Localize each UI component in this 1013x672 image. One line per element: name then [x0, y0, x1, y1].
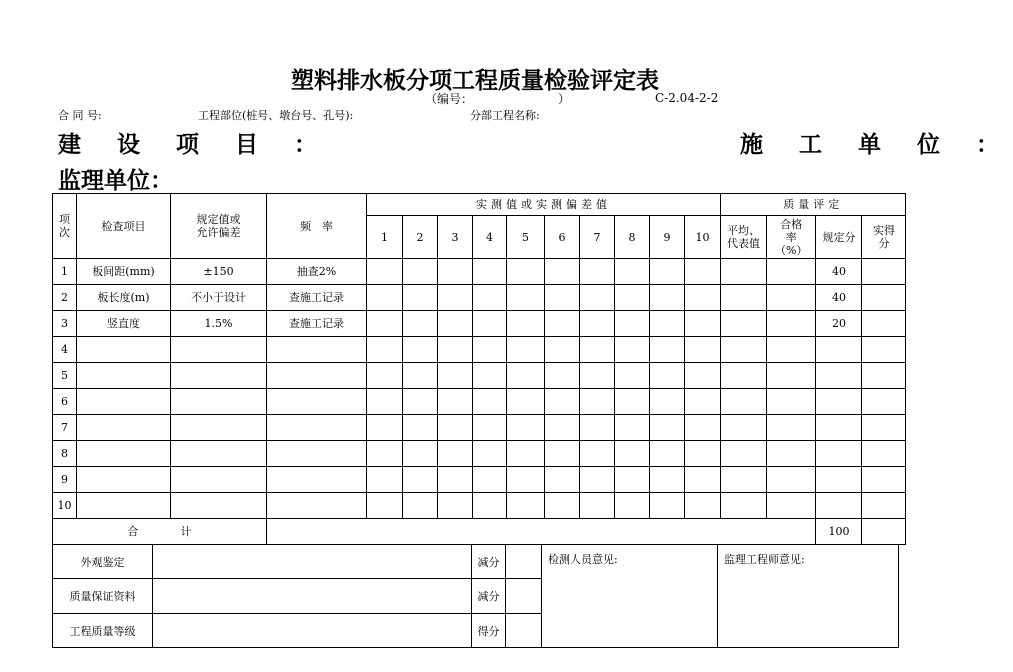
measure-cell — [403, 493, 438, 519]
row-item — [77, 467, 171, 493]
row-frequency — [267, 493, 367, 519]
measure-cell — [367, 337, 403, 363]
measure-cell — [650, 259, 685, 285]
measure-cell — [545, 493, 580, 519]
header-standard-score: 规定分 — [816, 216, 862, 259]
appearance-deduct-value — [506, 545, 542, 579]
measure-cell — [650, 493, 685, 519]
measure-cell — [615, 415, 650, 441]
measure-cell — [473, 467, 507, 493]
assurance-deduct-label: 减分 — [472, 579, 506, 614]
measure-cell — [545, 441, 580, 467]
measure-cell — [507, 493, 545, 519]
measure-cell — [473, 285, 507, 311]
inspection-table — [52, 193, 906, 545]
measure-cell — [507, 285, 545, 311]
measure-cell — [367, 467, 403, 493]
row-frequency: 查施工记录 — [267, 285, 367, 311]
measure-cell — [438, 337, 473, 363]
measure-cell — [403, 441, 438, 467]
measure-col-2: 2 — [403, 216, 438, 259]
row-no: 1 — [53, 259, 77, 285]
subproject-label: 分部工程名称: — [470, 109, 540, 122]
measure-cell — [473, 337, 507, 363]
measure-cell — [473, 441, 507, 467]
measure-cell — [685, 415, 721, 441]
pass-rate-cell — [767, 389, 816, 415]
measure-cell — [650, 363, 685, 389]
form-number: C-2.04-2-2 — [655, 91, 719, 105]
measure-cell — [367, 285, 403, 311]
measure-cell — [473, 311, 507, 337]
row-actual-score — [862, 415, 906, 441]
row-item — [77, 493, 171, 519]
measure-cell — [615, 467, 650, 493]
table-row — [53, 285, 906, 311]
measure-cell — [580, 415, 615, 441]
total-row — [53, 519, 906, 545]
pass-rate-cell — [767, 259, 816, 285]
row-standard-score — [816, 415, 862, 441]
measure-cell — [403, 389, 438, 415]
pass-rate-cell — [767, 311, 816, 337]
row-standard-score — [816, 441, 862, 467]
row-actual-score — [862, 493, 906, 519]
measure-cell — [685, 337, 721, 363]
measure-col-7: 7 — [580, 216, 615, 259]
row-item — [77, 363, 171, 389]
table-row — [53, 415, 906, 441]
row-standard-score: 20 — [816, 311, 862, 337]
total-blank — [267, 519, 816, 545]
measure-col-5: 5 — [507, 216, 545, 259]
table-row — [53, 311, 906, 337]
table-row — [53, 493, 906, 519]
row-frequency — [267, 337, 367, 363]
engineer-opinion: 监理工程师意见: — [718, 545, 899, 648]
measure-cell — [403, 337, 438, 363]
row-actual-score — [862, 363, 906, 389]
row-frequency — [267, 441, 367, 467]
measure-cell — [367, 311, 403, 337]
row-item — [77, 441, 171, 467]
measure-cell — [367, 259, 403, 285]
measure-cell — [438, 493, 473, 519]
measure-cell — [580, 467, 615, 493]
grade-label: 工程质量等级 — [53, 614, 153, 648]
total-label — [53, 519, 267, 545]
header-actual-score: 实得分 — [862, 216, 906, 259]
grade-score-label: 得分 — [472, 614, 506, 648]
measure-cell — [615, 311, 650, 337]
measure-cell — [507, 467, 545, 493]
measure-cell — [685, 441, 721, 467]
measure-cell — [507, 389, 545, 415]
assurance-label: 质量保证资料 — [53, 579, 153, 614]
page-title: 塑料排水板分项工程质量检验评定表 — [291, 67, 659, 94]
measure-cell — [473, 415, 507, 441]
measure-cell — [473, 389, 507, 415]
row-spec — [171, 363, 267, 389]
appearance-deduct-label: 减分 — [472, 545, 506, 579]
measure-cell — [367, 441, 403, 467]
measure-cell — [580, 389, 615, 415]
avg-cell — [721, 363, 767, 389]
measure-cell — [650, 467, 685, 493]
measure-cell — [507, 337, 545, 363]
measure-cell — [367, 389, 403, 415]
measure-cell — [685, 311, 721, 337]
measure-cell — [650, 311, 685, 337]
row-item: 板长度(m) — [77, 285, 171, 311]
row-standard-score: 40 — [816, 259, 862, 285]
measure-cell — [685, 259, 721, 285]
measure-col-6: 6 — [545, 216, 580, 259]
pass-rate-cell — [767, 441, 816, 467]
form-code — [425, 90, 570, 107]
row-no: 4 — [53, 337, 77, 363]
row-actual-score — [862, 389, 906, 415]
measure-cell — [473, 259, 507, 285]
measure-cell — [685, 493, 721, 519]
pass-rate-cell — [767, 467, 816, 493]
avg-cell — [721, 259, 767, 285]
avg-cell — [721, 337, 767, 363]
code-label: （编号： — [425, 92, 474, 106]
row-standard-score: 40 — [816, 285, 862, 311]
row-item: 板间距(mm) — [77, 259, 171, 285]
measure-cell — [650, 441, 685, 467]
header-measured: 实测值或实测偏差值 — [367, 194, 721, 216]
measure-cell — [580, 441, 615, 467]
measure-cell — [367, 415, 403, 441]
measure-col-9: 9 — [650, 216, 685, 259]
avg-cell — [721, 467, 767, 493]
measure-cell — [615, 363, 650, 389]
header-average: 平均、代表值 — [721, 216, 767, 259]
measure-cell — [580, 311, 615, 337]
measure-cell — [507, 415, 545, 441]
measure-cell — [650, 337, 685, 363]
row-spec: 不小于设计 — [171, 285, 267, 311]
header-frequency: 频 率 — [267, 194, 367, 259]
measure-cell — [473, 493, 507, 519]
avg-cell — [721, 441, 767, 467]
measure-cell — [545, 415, 580, 441]
measure-cell — [403, 363, 438, 389]
pass-rate-cell — [767, 415, 816, 441]
avg-cell — [721, 493, 767, 519]
measure-cell — [438, 285, 473, 311]
row-standard-score — [816, 493, 862, 519]
measure-cell — [438, 259, 473, 285]
row-actual-score — [862, 285, 906, 311]
measure-cell — [545, 389, 580, 415]
row-actual-score — [862, 441, 906, 467]
row-standard-score — [816, 467, 862, 493]
header-item: 检查项目 — [77, 194, 171, 259]
row-frequency — [267, 363, 367, 389]
measure-cell — [650, 415, 685, 441]
row-actual-score — [862, 259, 906, 285]
row-frequency — [267, 415, 367, 441]
row-no: 3 — [53, 311, 77, 337]
row-spec — [171, 389, 267, 415]
measure-cell — [580, 363, 615, 389]
measure-cell — [507, 311, 545, 337]
table-row — [53, 389, 906, 415]
header-seq: 项次 — [53, 194, 77, 259]
measure-cell — [438, 389, 473, 415]
assessment-table — [52, 544, 899, 648]
row-spec: 1.5% — [171, 311, 267, 337]
assurance-deduct-value — [506, 579, 542, 614]
row-frequency — [267, 389, 367, 415]
row-standard-score — [816, 389, 862, 415]
row-frequency — [267, 467, 367, 493]
row-no: 8 — [53, 441, 77, 467]
row-spec — [171, 467, 267, 493]
measure-cell — [507, 441, 545, 467]
measure-cell — [580, 259, 615, 285]
row-spec — [171, 415, 267, 441]
table-row — [53, 259, 906, 285]
measure-cell — [438, 311, 473, 337]
measure-cell — [615, 441, 650, 467]
avg-cell — [721, 285, 767, 311]
row-standard-score — [816, 337, 862, 363]
measure-cell — [615, 389, 650, 415]
row-spec — [171, 337, 267, 363]
measure-cell — [650, 389, 685, 415]
row-spec: ±150 — [171, 259, 267, 285]
pass-rate-cell — [767, 493, 816, 519]
measure-cell — [580, 285, 615, 311]
avg-cell — [721, 389, 767, 415]
construction-project-label: 建 设 项 目 ： — [58, 131, 332, 158]
measure-cell — [685, 285, 721, 311]
measure-col-1: 1 — [367, 216, 403, 259]
measure-cell — [685, 467, 721, 493]
measure-cell — [438, 363, 473, 389]
constructor-label: 施 工 单 位 ： — [740, 131, 1013, 158]
measure-cell — [507, 363, 545, 389]
measure-col-8: 8 — [615, 216, 650, 259]
measure-cell — [545, 311, 580, 337]
part-label: 工程部位(桩号、墩台号、孔号): — [198, 109, 354, 122]
row-no: 7 — [53, 415, 77, 441]
row-no: 9 — [53, 467, 77, 493]
table-row — [53, 441, 906, 467]
measure-cell — [507, 259, 545, 285]
avg-cell — [721, 415, 767, 441]
pass-rate-cell — [767, 337, 816, 363]
row-spec — [171, 493, 267, 519]
row-item — [77, 337, 171, 363]
measure-cell — [403, 467, 438, 493]
row-actual-score — [862, 311, 906, 337]
measure-cell — [403, 311, 438, 337]
measure-cell — [615, 285, 650, 311]
inspector-opinion: 检测人员意见: — [542, 545, 718, 648]
row-frequency: 查施工记录 — [267, 311, 367, 337]
grade-value — [153, 614, 472, 648]
row-item: 竖直度 — [77, 311, 171, 337]
appearance-value — [153, 545, 472, 579]
total-label-b: 计 — [180, 525, 192, 538]
measure-cell — [650, 285, 685, 311]
row-item — [77, 415, 171, 441]
row-item — [77, 389, 171, 415]
measure-col-3: 3 — [438, 216, 473, 259]
table-row — [53, 467, 906, 493]
total-score: 100 — [816, 519, 862, 545]
measure-cell — [438, 441, 473, 467]
table-row — [53, 363, 906, 389]
measure-cell — [438, 467, 473, 493]
row-no: 10 — [53, 493, 77, 519]
measure-cell — [545, 467, 580, 493]
measure-cell — [438, 415, 473, 441]
row-standard-score — [816, 363, 862, 389]
header-quality: 质量评定 — [721, 194, 906, 216]
measure-cell — [615, 493, 650, 519]
supervisor-label: 监理单位： — [58, 167, 173, 194]
measure-cell — [545, 337, 580, 363]
measure-cell — [473, 363, 507, 389]
row-no: 6 — [53, 389, 77, 415]
measure-cell — [545, 363, 580, 389]
header-pass-rate: 合格率（%） — [767, 216, 816, 259]
row-no: 2 — [53, 285, 77, 311]
measure-cell — [545, 259, 580, 285]
header-spec: 规定值或允许偏差 — [171, 194, 267, 259]
measure-col-4: 4 — [473, 216, 507, 259]
measure-col-10: 10 — [685, 216, 721, 259]
pass-rate-cell — [767, 285, 816, 311]
measure-cell — [367, 363, 403, 389]
table-row — [53, 337, 906, 363]
row-no: 5 — [53, 363, 77, 389]
measure-cell — [580, 493, 615, 519]
measure-cell — [403, 285, 438, 311]
measure-cell — [545, 285, 580, 311]
row-actual-score — [862, 337, 906, 363]
total-label-a: 合 — [127, 525, 139, 538]
measure-cell — [580, 337, 615, 363]
total-actual — [862, 519, 906, 545]
measure-cell — [367, 493, 403, 519]
pass-rate-cell — [767, 363, 816, 389]
row-actual-score — [862, 467, 906, 493]
grade-score-value — [506, 614, 542, 648]
measure-cell — [685, 363, 721, 389]
measure-cell — [403, 415, 438, 441]
contract-no-label: 合 同 号: — [58, 109, 102, 122]
measure-cell — [403, 259, 438, 285]
measure-cell — [685, 389, 721, 415]
measure-cell — [615, 337, 650, 363]
row-spec — [171, 441, 267, 467]
assurance-value — [153, 579, 472, 614]
code-close: ） — [558, 92, 571, 106]
measure-cell — [615, 259, 650, 285]
avg-cell — [721, 311, 767, 337]
row-frequency: 抽查2% — [267, 259, 367, 285]
appearance-label: 外观鉴定 — [53, 545, 153, 579]
